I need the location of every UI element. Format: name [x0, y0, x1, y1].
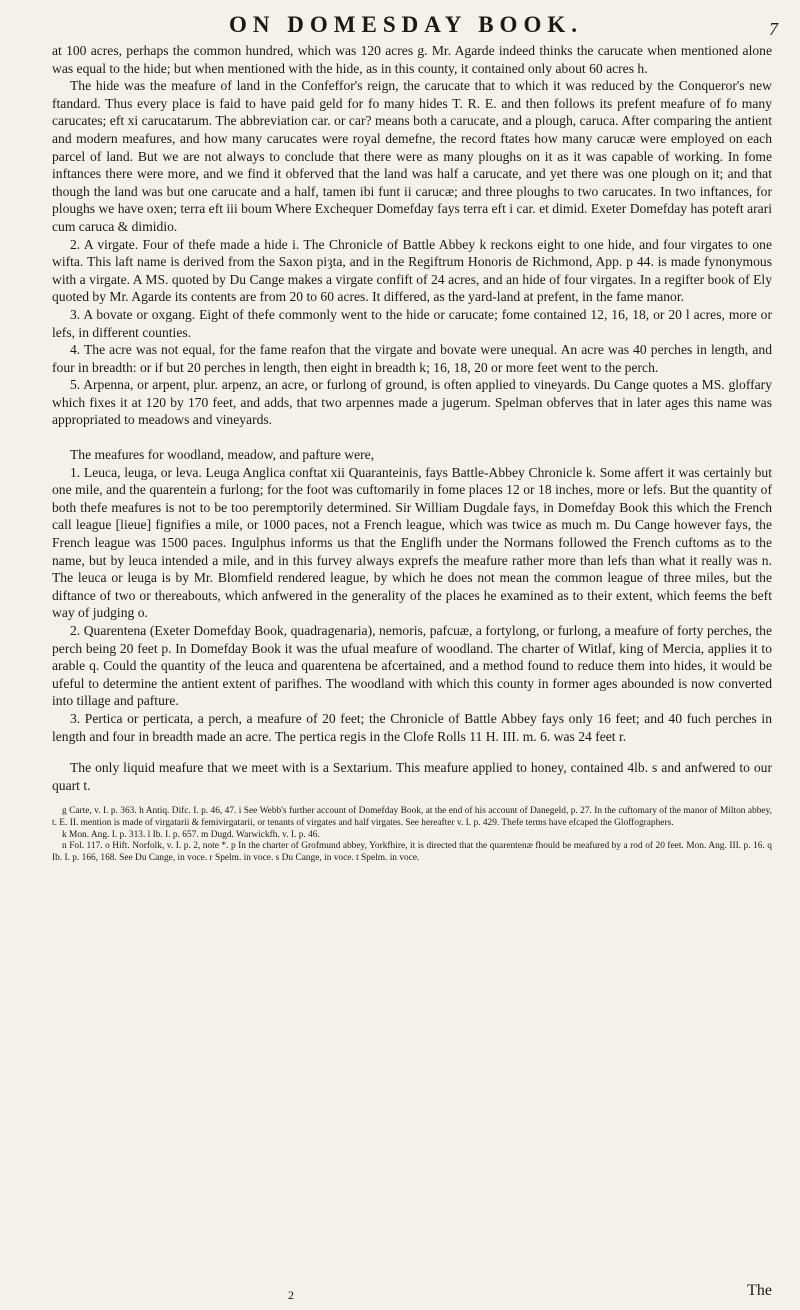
signature-mark: 2	[288, 1288, 294, 1302]
footnotes	[52, 806, 772, 864]
paragraph: 5. Arpenna, or arpent, plur. arpenz, an acre, or furlong of ground, is often applied to vineyards. Du Cange quotes a MS. gloffary which fixes it at 120 by 170 feet, and adds, that two arpennes made a jugerum. Spelman obferves that in later ages this name was appropriated to meadows and vineyards.	[52, 377, 772, 428]
catchword: The	[747, 1282, 772, 1299]
paragraph: 2. A virgate. Four of thefe made a hide i. The Chronicle of Battle Abbey k reckons eight to one hide, and four virgates to one wifta. This laft name is derived from the Saxon piȝta, and in the Regiftrum Honoris de Richmond, App. p 44. is made fynonymous with a virgate. A MS. quoted by Du Cange makes a virgate confift of 24 acres, and an hide of four virgates. In a regifter book of Ely quoted by Mr. Agarde its contents are from 20 to 60 acres. It differed, as the yard-land at prefent, in the fame manor.	[52, 236, 772, 305]
paragraph: The only liquid meafure that we meet with is a Sextarium. This meafure applied to honey, contained 4lb. s and anfwered to our quart t.	[52, 760, 772, 793]
paragraph: at 100 acres, perhaps the common hundred, which was 120 acres g. Mr. Agarde indeed thinks the carucate when mentioned alone was equal to the hide; but when mentioned with the hide, as in this county, it contained only about 60 acres h.	[52, 43, 772, 76]
footnote: k Mon. Ang. I. p. 313. l Ib. I. p. 657. m Dugd. Warwickfh. v. I. p. 46.	[62, 829, 320, 840]
paragraph: The meafures for woodland, meadow, and pafture were,	[70, 447, 375, 463]
running-head-title: ON DOMESDAY BOOK.	[229, 12, 583, 37]
page-number: 7	[769, 19, 778, 39]
paragraph: The hide was the meafure of land in the Confeffor's reign, the carucate that to which it was reduced by the Conqueror's new ftandard. Thus every place is faid to have paid geld for fo many hides T. R. E. and then follows its prefent meafure of fo many carucates; eft xi carucatarum. The abbreviation car. or car? means both a carucate, and a plough, caruca. After comparing the antient and modern meafures, and how many carucates were royal demefne, the record ftates how many carucæ were employed on each parcel of land. But we are not always to conclude that there were as many ploughs on it as it was capable of working. In fome inftances there were more, and we find it obferved that the land was half a carucate, and yet there was one plough on it; and that though the land was but one carucate and a half, tamen ibi funt ii carucæ; and three ploughs to two carucates. In two inftances, for ploughs we have oxen; terra eft iii boum Where Exchequer Domefday fays terra eft i car. et dimid. Exeter Domefday has poteft arari cum caruca & dimidio.	[52, 78, 772, 234]
footnote: n Fol. 117. o Hift. Norfolk, v. I. p. 2, note *. p In the charter of Grofmund abbey, Yorkfhire, it is directed that the quarentenæ fhould be meafured by a rod of 20 feet. Mon. Ang. III. p. 16. q Ib. I. p. 166, 168. See Du Cange, in voce. r Spelm. in voce. s Du Cange, in voce. t Spelm. in voce.	[52, 841, 772, 863]
footnote: g Carte, v. I. p. 363. h Antiq. Difc. I. p. 46, 47. i See Webb's further account of Domefday Book, at the end of his account of Danegeld, p. 27. In the cuftomary of the manor of Milton abbey, t. E. II. mention is made of virgatarii & femivirgatarii, or tenants of virgates and half virgates. See hereafter v. I. p. 429. Thefe terms have efcaped the Gloffographers.	[52, 806, 772, 828]
running-head	[40, 8, 778, 42]
paragraph: 3. A bovate or oxgang. Eight of thefe commonly went to the hide or carucate; fome contained 12, 16, 18, or 20 l acres, more or lefs, in different counties.	[52, 306, 772, 340]
paragraph: 1. Leuca, leuga, or leva. Leuga Anglica conftat xii Quaranteinis, fays Battle-Abbey Chronicle k. Some affert it was certainly but one mile, and the quarentein a furlong; for the foot was cuftomarily in fome places 12 or 18 inches, more or lefs. But the quantity of both thefe meafures is not to be too peremptorily determined. Sir William Dugdale fays, in Domefday Book this which the French call league [lieue] fignifies a mile, or 1000 paces, not a French league, which was twice as much m. Du Cange however fays, the French league was 1500 paces. Ingulphus informs us that the Englifh under the Normans followed the French cuftoms as to the name, but by leuca intended a mile, and in this furvey always exprefs the meafure rather more than lefs than what it really was n. The leuca or leuga is by Mr. Blomfield rendered league, by which he does not mean the common league of three miles, but the diftance of two or thereabouts, which anfwered in the generality of the places he examined as to their extent, which feems the beft way of judging o.	[52, 464, 772, 621]
paragraph: 2. Quarentena (Exeter Domefday Book, quadragenaria), nemoris, pafcuæ, a fortylong, or furlong, a meafure of forty perches, the perch being 20 feet p. In Domefday Book it was the ufual meafure of woodland. The charter of Witlaf, king of Mercia, applies it to arable q. Could the quantity of the leuca and quarentena be afcertained, and a method found to reduce them into hides, it would be ufeful to determine the antient extent of parifhes. The woodland with which this county in former ages abounded is now converted into tillage and pafture.	[52, 623, 772, 709]
paragraph: 4. The acre was not equal, for the fame reafon that the virgate and bovate were unequal. An acre was 40 perches in length, and four in breadth: or if but 20 perches in length, then eight in breadth k; 16, 18, 20 or more feet went to the perch.	[52, 342, 772, 375]
paragraph: 3. Pertica or perticata, a perch, a meafure of 20 feet; the Chronicle of Battle Abbey fays only 16 feet; and 40 fuch perches in length and four in breadth made an acre. The pertica regis in the Clofe Rolls 11 H. III. m. 6. was 24 feet r.	[52, 710, 772, 744]
body-text	[52, 42, 772, 794]
